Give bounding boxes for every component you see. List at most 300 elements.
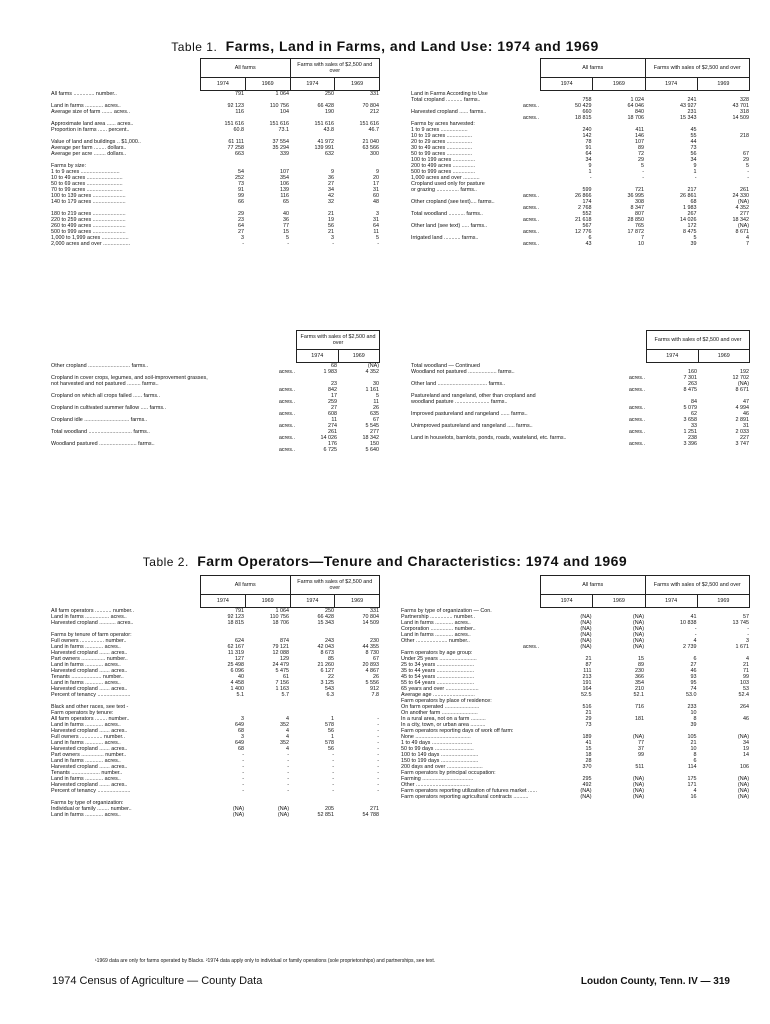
header-all-farms: All farms [201, 59, 291, 78]
row-label: 55 to 64 years ......................... [401, 680, 475, 686]
cell-value: (NA) [580, 644, 592, 650]
cell-value: 267 [687, 211, 697, 217]
cell-value: 210 [635, 686, 644, 692]
cell-value: 295 [582, 776, 592, 782]
header-all-farms: All farms [541, 59, 646, 78]
cell-value: 34 [585, 157, 592, 163]
cell-value: 241 [687, 97, 697, 103]
cell-value: 73 [585, 722, 592, 728]
cell-value: 92 123 [227, 614, 244, 620]
cell-value: 5 [693, 235, 697, 241]
cell-value: - [287, 241, 289, 247]
cell-value: 1 [331, 716, 334, 722]
cell-value: - [287, 758, 289, 764]
row-label: 150 to 199 days ......................... [401, 758, 479, 764]
cell-value: 10 838 [680, 620, 697, 626]
row-label: 100 to 149 days ......................... [401, 752, 479, 758]
cell-value: 93 [690, 674, 697, 680]
cell-value: 41 [690, 614, 697, 620]
cell-value: 48 [373, 199, 379, 205]
cell-value: 1 983 [683, 205, 697, 211]
row-label: Harvested cropland ........... acres.. [51, 620, 134, 626]
cell-value: 176 [328, 441, 337, 447]
row-label: acres.. [522, 205, 539, 211]
cell-value: 807 [635, 211, 644, 217]
cell-value: (NA) [632, 776, 644, 782]
cell-value: 15 [283, 229, 289, 235]
cell-value: - [377, 722, 379, 728]
cell-value: 366 [635, 674, 644, 680]
cell-value: 34 [690, 157, 697, 163]
cell-value: 164 [582, 686, 592, 692]
row-label: Farms by tenure of farm operator: [51, 632, 132, 638]
cell-value: 68 [331, 363, 337, 369]
cell-value: 300 [370, 151, 379, 157]
cell-value: 106 [740, 764, 749, 770]
cell-value: (NA) [580, 794, 592, 800]
cell-value: 91 [585, 145, 592, 151]
row-label: Cropland on which all crops failed ...... farms.. [51, 393, 161, 399]
cell-value: - [377, 758, 379, 764]
row-label: Land in Farms According to Use [411, 91, 488, 97]
table1-title [0, 38, 770, 54]
cell-value: 151 616 [314, 121, 334, 127]
cell-value: 765 [635, 223, 644, 229]
row-label: or grazing ............... farms.. [411, 187, 477, 193]
row-label: acres.. [278, 369, 295, 375]
row-label: Total woodland — Continued [411, 363, 480, 369]
row-label: Land in farms ............ acres.. [51, 103, 121, 109]
cell-value: - [377, 782, 379, 788]
cell-value: 39 [690, 241, 697, 247]
cell-value: 352 [280, 722, 289, 728]
cell-value: 511 [635, 764, 644, 770]
cell-value: 52.5 [581, 692, 592, 698]
cell-value: 56 [690, 151, 697, 157]
cell-value: 15 [585, 746, 592, 752]
row-label: Land in farms ............ acres.. [51, 722, 121, 728]
cell-value: - [242, 770, 244, 776]
cell-value: 41 972 [317, 139, 334, 145]
cell-value: 4 [746, 656, 749, 662]
cell-value: 116 [280, 193, 289, 199]
cell-value: 13 745 [732, 620, 749, 626]
cell-value: 191 [582, 680, 592, 686]
cell-value: - [694, 175, 697, 181]
cell-value: 11 [373, 229, 379, 235]
cell-value: 43.8 [323, 127, 334, 133]
cell-value: - [287, 770, 289, 776]
cell-value: (NA) [737, 199, 749, 205]
cell-value: (NA) [737, 788, 749, 794]
table-row [50, 241, 380, 247]
cell-value: 5 [286, 235, 289, 241]
cell-value: 5 640 [365, 447, 379, 453]
cell-value: 36 [328, 175, 334, 181]
cell-value: 89 [638, 145, 644, 151]
cell-value: 3 658 [683, 417, 697, 423]
table-row [50, 447, 380, 453]
cell-value: 56 [328, 746, 334, 752]
row-label: Percent of tenancy ...................... [51, 692, 131, 698]
row-label: Irrigated land ........... farms.. [411, 235, 479, 241]
cell-value: (NA) [580, 614, 592, 620]
row-label: 1,000 acres and over ........... [411, 175, 480, 181]
cell-value: - [332, 241, 334, 247]
row-label: acres.. [522, 217, 539, 223]
cell-value: 104 [280, 109, 289, 115]
row-label: Tenants .................... number.. [51, 674, 124, 680]
cell-value: - [377, 734, 379, 740]
cell-value: 190 [325, 109, 334, 115]
cell-value: 29 [585, 716, 592, 722]
cell-value: 30 [373, 381, 379, 387]
cell-value: 107 [280, 169, 289, 175]
cell-value: 608 [328, 411, 337, 417]
cell-value: 71 [743, 668, 749, 674]
t1-lower-right-panel [410, 330, 750, 447]
cell-value: 22 [328, 674, 334, 680]
cell-value: 63 566 [362, 145, 379, 151]
cell-value: 46 [743, 716, 749, 722]
cell-value: - [747, 626, 749, 632]
cell-value: 127 [235, 656, 244, 662]
cell-value: 7.8 [371, 692, 379, 698]
cell-value: 89 [638, 662, 644, 668]
cell-value: 6.3 [326, 692, 334, 698]
cell-value: - [377, 728, 379, 734]
cell-value: 205 [325, 806, 334, 812]
cell-value: 4 [286, 746, 289, 752]
row-label: 65 years and over ...................... [401, 686, 479, 692]
cell-value: 172 [687, 223, 697, 229]
cell-value: 23 [331, 381, 337, 387]
cell-value: 21 [328, 211, 334, 217]
cell-value: 578 [325, 740, 334, 746]
cell-value: 36 995 [627, 193, 644, 199]
row-label: 200 to 499 acres ............... [411, 163, 476, 169]
cell-value: 52.4 [738, 692, 749, 698]
cell-value: 54 788 [362, 812, 379, 818]
header-sales: Farms with sales of $2,500 and over [297, 331, 380, 350]
cell-value: 552 [582, 211, 592, 217]
cell-value: 259 [328, 399, 337, 405]
cell-value: - [377, 776, 379, 782]
cell-value: (NA) [580, 626, 592, 632]
cell-value: 2 739 [683, 644, 697, 650]
cell-value: 354 [280, 175, 289, 181]
row-label: All farm operators ........ number.. [51, 716, 130, 722]
cell-value: 35 294 [272, 145, 289, 151]
cell-value: 67 [743, 151, 749, 157]
cell-value: 18 815 [227, 620, 244, 626]
header-1969: 1969 [335, 78, 380, 91]
cell-value: - [377, 746, 379, 752]
cell-value: 3 [241, 734, 244, 740]
row-label: 100 to 199 acres ............... [411, 157, 476, 163]
cell-value: 5 [376, 393, 379, 399]
row-label: 70 to 99 acres ........................ [51, 187, 123, 193]
cell-value: (NA) [632, 614, 644, 620]
cell-value: 14 [743, 752, 749, 758]
cell-value: 7 [641, 235, 644, 241]
cell-value: 73 [690, 145, 697, 151]
cell-value: 29 [638, 157, 644, 163]
cell-value: 1 163 [275, 686, 289, 692]
cell-value: 261 [740, 187, 749, 193]
cell-value: 240 [582, 127, 592, 133]
cell-value: 17 [331, 393, 337, 399]
row-label: 500 to 999 acres ...................... [51, 229, 126, 235]
t1-lower-left-table [50, 363, 380, 453]
cell-value: 411 [635, 127, 644, 133]
cell-value: 4 867 [365, 668, 379, 674]
row-label: Other .................................... [401, 782, 470, 788]
row-label: Land in farms ............ acres.. [51, 740, 121, 746]
header-1974: 1974 [645, 595, 697, 608]
cell-value: (NA) [632, 632, 644, 638]
header-1969: 1969 [698, 350, 750, 363]
cell-value: 7 156 [275, 680, 289, 686]
cell-value: 57 [743, 614, 749, 620]
cell-value: 18 815 [575, 115, 592, 121]
row-label: acres.. [628, 405, 645, 411]
cell-value: 36 [283, 217, 289, 223]
cell-value: 12 702 [732, 375, 749, 381]
cell-value: 189 [582, 734, 592, 740]
row-label: 50 to 99 acres ................. [411, 151, 473, 157]
row-label: 100 to 139 acres ...................... [51, 193, 126, 199]
row-label: Farm operators reporting days of work off farm: [401, 728, 514, 734]
cell-value: - [377, 740, 379, 746]
header-1969: 1969 [593, 595, 645, 608]
row-label: 500 to 999 acres ............... [411, 169, 476, 175]
cell-value: 8 [693, 752, 697, 758]
cell-value: 60.8 [233, 127, 244, 133]
cell-value: 10 [690, 746, 697, 752]
cell-value: 77 [283, 223, 289, 229]
cell-value: 151 616 [359, 121, 379, 127]
cell-value: 16 [690, 794, 697, 800]
row-label: Full owners ............... number.. [51, 734, 125, 740]
cell-value: 632 [325, 151, 334, 157]
row-label: All farm operators ........... number.. [51, 608, 134, 614]
row-label: 35 to 44 years ......................... [401, 668, 475, 674]
cell-value: 1 064 [275, 91, 289, 97]
header-1974: 1974 [290, 595, 335, 608]
row-label: acres.. [522, 644, 539, 650]
cell-value: 18 [585, 752, 592, 758]
header-1969: 1969 [697, 595, 749, 608]
cell-value: - [287, 776, 289, 782]
cell-value: - [589, 175, 592, 181]
cell-value: 6 096 [230, 668, 244, 674]
cell-value: - [287, 752, 289, 758]
cell-value: 252 [235, 175, 244, 181]
cell-value: 4 994 [735, 405, 749, 411]
row-label: Value of land and buildings .. $1,000.. [51, 139, 141, 145]
cell-value: 2 033 [735, 429, 749, 435]
row-label: Farm operators by place of residence: [401, 698, 492, 704]
t2-right-table [400, 608, 750, 800]
cell-value: 1 024 [630, 97, 644, 103]
cell-value: (NA) [580, 620, 592, 626]
row-label: Other ..................... number.. [401, 638, 470, 644]
header-sales: Farms with sales of $2,500 and over [645, 59, 750, 78]
row-label: 1 to 49 days ........................... [401, 740, 473, 746]
cell-value: 339 [280, 151, 289, 157]
cell-value: (NA) [632, 788, 644, 794]
cell-value: 34 [328, 187, 334, 193]
cell-value: 46.7 [368, 127, 379, 133]
cell-value: 6 [693, 758, 697, 764]
cell-value: 5 [376, 235, 379, 241]
cell-value: - [747, 175, 749, 181]
cell-value: 9 [588, 163, 592, 169]
cell-value: 37 [638, 746, 644, 752]
cell-value: 274 [328, 423, 337, 429]
header-1974: 1974 [290, 78, 335, 91]
row-label: 1 to 9 acres .................. [411, 127, 468, 133]
cell-value: - [377, 764, 379, 770]
cell-value: 354 [635, 680, 644, 686]
cell-value: 29 [238, 211, 244, 217]
table1-title-text: Farms, Land in Farms, and Land Use: 1974 and 1969 [225, 38, 599, 54]
cell-value: - [287, 764, 289, 770]
cell-value: 21 [328, 229, 334, 235]
cell-value: 4 [286, 734, 289, 740]
cell-value: 18 706 [272, 620, 289, 626]
cell-value: 52.1 [633, 692, 644, 698]
cell-value: 52 851 [317, 812, 334, 818]
cell-value: 15 [638, 656, 644, 662]
cell-value: (NA) [737, 223, 749, 229]
row-label: Farm operators by age group: [401, 650, 473, 656]
cell-value: 331 [370, 608, 379, 614]
cell-value: 26 866 [575, 193, 592, 199]
row-label: acres.. [278, 411, 295, 417]
cell-value: 3 [331, 235, 334, 241]
row-label: 1 to 9 acres .......................... [51, 169, 120, 175]
row-label: Harvested cropland ....... acres.. [51, 668, 128, 674]
row-label: Average age ............................ [401, 692, 475, 698]
row-label: not harvested and not pastured ......... farms.. [51, 381, 159, 387]
cell-value: - [242, 788, 244, 794]
cell-value: 3 [241, 716, 244, 722]
cell-value: 24 330 [732, 193, 749, 199]
table2-number: Table 2. [142, 555, 189, 569]
row-label: Harvested cropland ....... acres.. [51, 686, 128, 692]
cell-value: 840 [635, 109, 644, 115]
cell-value: 73.1 [278, 127, 289, 133]
cell-value: - [377, 788, 379, 794]
header-1969: 1969 [335, 595, 380, 608]
row-label: On another farm ........................ [401, 710, 478, 716]
cell-value: 78 [585, 139, 592, 145]
cell-value: 8 730 [365, 650, 379, 656]
cell-value: 791 [235, 608, 244, 614]
row-label: Land in farms ............ acres.. [401, 632, 471, 638]
row-label: Under 25 years ......................... [401, 656, 477, 662]
cell-value: 107 [635, 139, 644, 145]
cell-value: 74 [690, 686, 697, 692]
cell-value: 649 [235, 740, 244, 746]
row-label: On farm operated ....................... [401, 704, 480, 710]
cell-value: (NA) [632, 782, 644, 788]
row-label: acres.. [278, 435, 295, 441]
cell-value: 139 991 [314, 145, 334, 151]
cell-value: 37 554 [272, 139, 289, 145]
cell-value: (NA) [737, 734, 749, 740]
cell-value: (NA) [232, 806, 244, 812]
cell-value: 599 [582, 187, 592, 193]
cell-value: 4 352 [735, 205, 749, 211]
cell-value: (NA) [632, 644, 644, 650]
row-label: Cropland idle .............................. farms.. [51, 417, 148, 423]
row-label: Land in farms ............ acres.. [51, 662, 121, 668]
cell-value: 4 [286, 716, 289, 722]
row-label: Harvested cropland ....... acres.. [51, 782, 128, 788]
cell-value: 1 [588, 169, 592, 175]
cell-value: 32 [328, 199, 334, 205]
row-label: Farm operators reporting utilization of futures market ...... [401, 788, 538, 794]
cell-value: - [332, 752, 334, 758]
cell-value: 84 [691, 399, 697, 405]
row-label: Land in farms ............ acres.. [51, 680, 121, 686]
cell-value: 12 776 [575, 229, 592, 235]
cell-value: 142 [582, 133, 592, 139]
cell-value: (NA) [632, 620, 644, 626]
cell-value: (NA) [232, 812, 244, 818]
cell-value: 99 [743, 674, 749, 680]
cell-value: 9 [693, 163, 697, 169]
row-label: Land in farms ................ acres.. [51, 614, 127, 620]
cell-value: 66 [238, 199, 244, 205]
cell-value: 243 [325, 638, 334, 644]
cell-value: 72 [638, 151, 644, 157]
row-label: Farm operators reporting agricultural contracts .......... [401, 794, 529, 800]
row-label: Harvested cropland ...... farms.. [411, 109, 487, 115]
header-1969: 1969 [697, 78, 749, 91]
footer-right: Loudon County, Tenn. IV — 319 [580, 976, 730, 987]
cell-value: 8 347 [630, 205, 644, 211]
cell-value: 10 [690, 710, 697, 716]
cell-value: 21 [690, 740, 697, 746]
cell-value: 99 [638, 752, 644, 758]
cell-value: 31 [373, 217, 379, 223]
cell-value: 8 673 [320, 650, 334, 656]
row-label: Land in houselots, barnlots, ponds, roads, wasteland, etc. farms.. [411, 435, 567, 441]
cell-value: 4 352 [365, 369, 379, 375]
cell-value: 175 [687, 776, 697, 782]
cell-value: 5 475 [275, 668, 289, 674]
row-label: acres.. [522, 229, 539, 235]
cell-value: 27 [238, 229, 244, 235]
cell-value: 62 167 [227, 644, 244, 650]
cell-value: - [287, 782, 289, 788]
row-label: 10 to 49 acres ........................ [51, 175, 123, 181]
cell-value: 271 [370, 806, 379, 812]
row-label: Harvested cropland ....... acres.. [51, 764, 128, 770]
cell-value: 46 [690, 668, 697, 674]
row-label: Cropland in cover crops, legumes, and soil-improvement grasses, [51, 375, 208, 381]
cell-value: - [242, 241, 244, 247]
cell-value: 192 [740, 369, 749, 375]
row-label: Improved pastureland and rangeland ...... farms.. [411, 411, 528, 417]
cell-value: 44 355 [362, 644, 379, 650]
cell-value: 277 [370, 429, 379, 435]
cell-value: - [377, 716, 379, 722]
